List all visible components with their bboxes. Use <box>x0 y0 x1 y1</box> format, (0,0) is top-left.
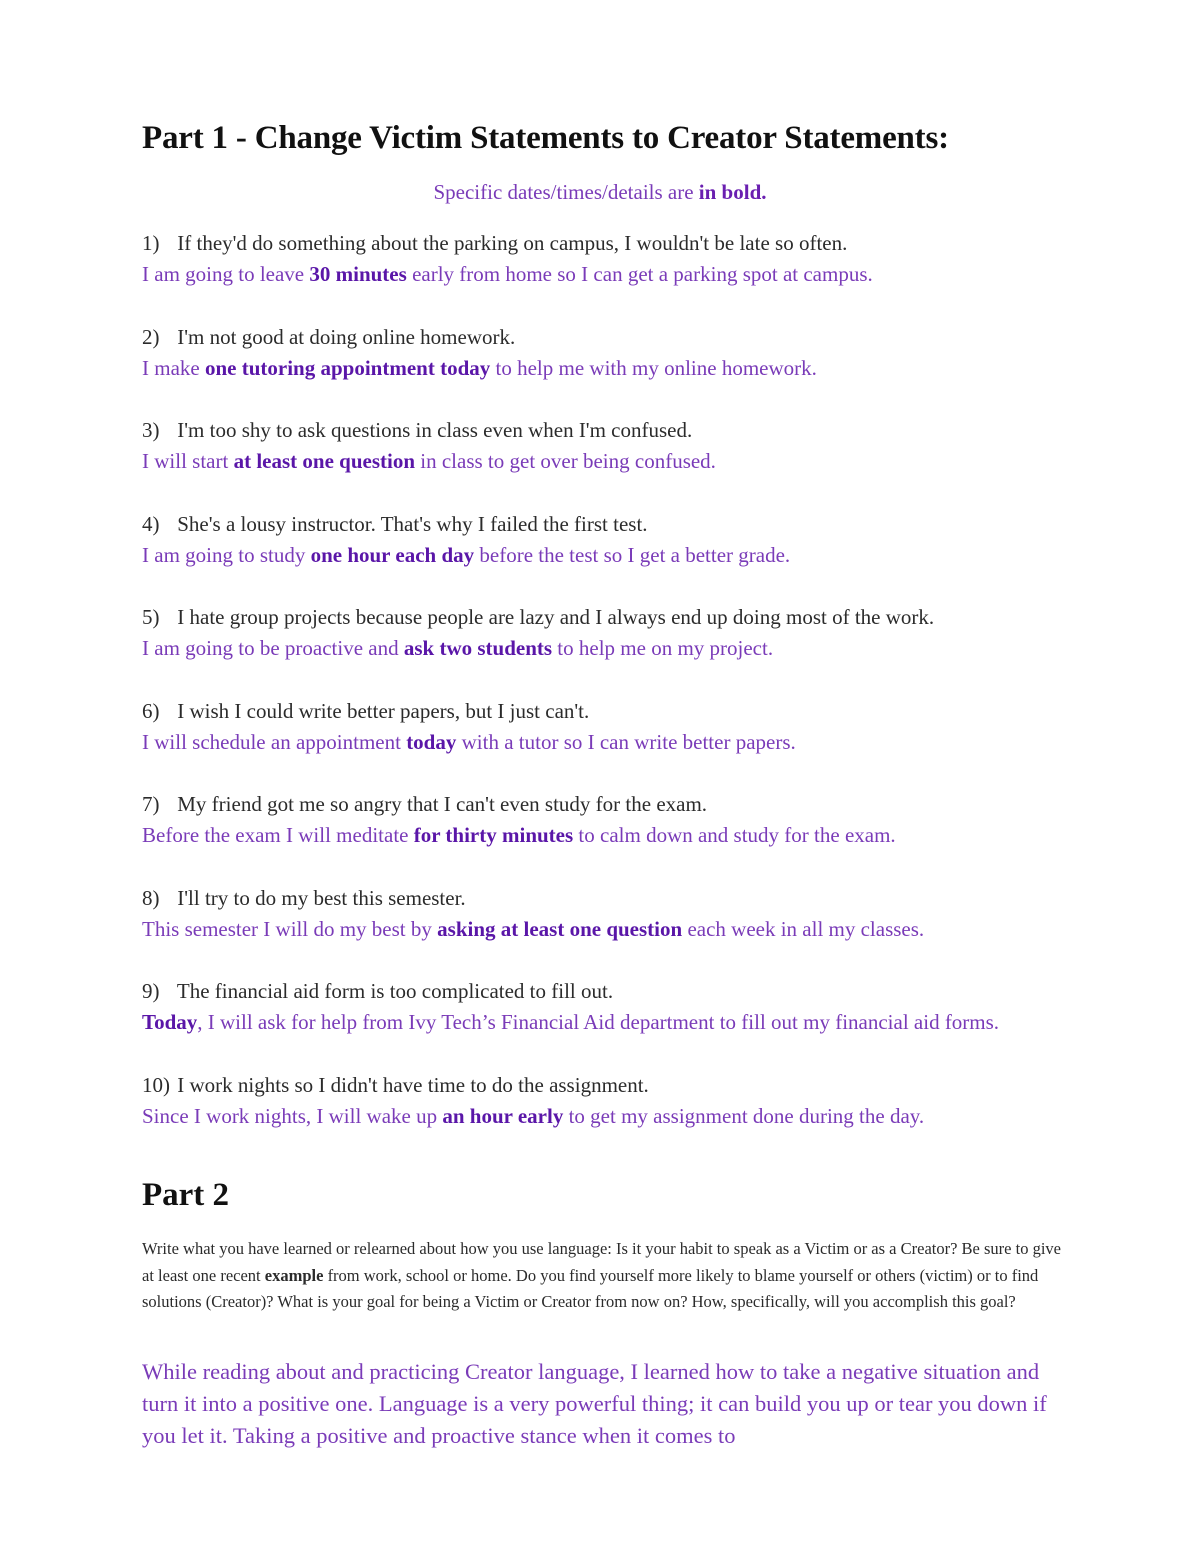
item-number: 1) <box>142 231 160 255</box>
creator-detail-bold: at least one question <box>233 449 416 473</box>
creator-text: with a tutor so I can write better papers. <box>456 729 796 754</box>
creator-statement <box>142 1101 1072 1132</box>
statement-item <box>142 696 1072 758</box>
item-number: 4) <box>142 511 160 536</box>
victim-text: I work nights so I didn't have time to do the assignment. <box>177 1072 649 1097</box>
subtitle-prefix: Specific dates/times/details are <box>433 180 699 204</box>
creator-text: Before the exam I will meditate <box>142 823 414 847</box>
statement-item <box>142 789 1072 851</box>
creator-text: each week in all my classes. <box>682 916 925 941</box>
creator-text: to help me on my project. <box>552 636 774 660</box>
statement-item <box>142 415 1072 477</box>
victim-statement <box>142 322 1072 353</box>
creator-text: , I will ask for help from Ivy Tech’s Financial Aid department to fill out my financial aid forms. <box>197 1010 1000 1034</box>
victim-statement <box>142 1070 1072 1101</box>
victim-statement <box>142 509 1072 540</box>
creator-statement <box>142 914 1072 945</box>
creator-text: I will schedule an appointment <box>142 729 407 754</box>
creator-text: early from home so I can get a parking spot at campus. <box>406 262 873 286</box>
victim-statement <box>142 602 1072 633</box>
victim-statement <box>142 789 1072 820</box>
item-number: 9) <box>142 979 160 1003</box>
victim-statement <box>142 415 1072 446</box>
item-number: 10) <box>142 1072 170 1097</box>
victim-text: She's a lousy instructor. That's why I failed the first test. <box>177 511 648 536</box>
item-number: 5) <box>142 605 160 629</box>
creator-statement <box>142 446 1072 477</box>
victim-text: I'm too shy to ask questions in class even when I'm confused. <box>177 418 693 442</box>
victim-text: If they'd do something about the parking on campus, I wouldn't be late so often. <box>177 231 848 255</box>
statement-item <box>142 509 1072 571</box>
creator-detail-bold: an hour early <box>442 1103 564 1128</box>
creator-text: This semester I will do my best by <box>142 916 438 941</box>
part1-title: Part 1 - Change Victim Statements to Creator Statements: <box>142 120 949 156</box>
subtitle <box>0 180 1200 205</box>
creator-statement <box>142 633 1072 664</box>
statement-item <box>142 228 1072 290</box>
creator-detail-bold: one tutoring appointment today <box>204 355 491 380</box>
prompt-text-after: from work, school or home. Do you find yourself more likely to blame yourself or others (victim) or to find solutions (Creator)? What is your goal for being a Victim or Creator from now on? How, specifically, will you accomplish this goal? <box>142 1265 1039 1311</box>
victim-text: The financial aid form is too complicated to fill out. <box>176 979 614 1003</box>
creator-statement <box>142 540 1072 571</box>
statement-item <box>142 883 1072 945</box>
creator-detail-bold: today <box>406 729 457 754</box>
item-number: 7) <box>142 792 160 816</box>
prompt-text-before: Write what you have learned or relearned about how you use language: Is it your habit to speak as a Victim or as a Creator? Be sure to give at least one recent <box>142 1239 1061 1285</box>
victim-text: My friend got me so angry that I can't even study for the exam. <box>177 792 708 816</box>
statement-item <box>142 602 1072 664</box>
item-number: 2) <box>142 324 160 349</box>
creator-text: before the test so I get a better grade. <box>474 542 791 567</box>
creator-detail-bold: for thirty minutes <box>413 823 574 847</box>
victim-text: I'm not good at doing online homework. <box>177 324 516 349</box>
creator-detail-bold: Today <box>142 1010 198 1034</box>
item-number: 6) <box>142 698 160 723</box>
prompt-bold: example <box>264 1265 324 1285</box>
creator-statement <box>142 353 1072 384</box>
victim-statement <box>142 976 1072 1007</box>
creator-text: I make <box>142 355 205 380</box>
creator-detail-bold: asking at least one question <box>437 916 683 941</box>
creator-text: to get my assignment done during the day. <box>563 1103 925 1128</box>
creator-detail-bold: one hour each day <box>310 542 475 567</box>
part2-response: While reading about and practicing Creator language, I learned how to take a negative situation and turn it into a positive one. Language is a very powerful thing; it can build you up or tear you down if you let it. Taking a positive and proactive stance when it comes to <box>142 1359 1047 1448</box>
statement-list <box>142 228 1072 1163</box>
creator-text: Since I work nights, I will wake up <box>142 1103 443 1128</box>
victim-statement <box>142 696 1072 727</box>
victim-text: I'll try to do my best this semester. <box>177 885 466 910</box>
creator-detail-bold: ask two students <box>403 636 553 660</box>
statement-item <box>142 322 1072 384</box>
creator-statement <box>142 259 1072 290</box>
victim-statement <box>142 228 1072 259</box>
creator-detail-bold: 30 minutes <box>309 262 407 286</box>
statement-item <box>142 1070 1072 1132</box>
item-number: 3) <box>142 418 160 442</box>
part2-prompt <box>142 1236 1072 1316</box>
item-number: 8) <box>142 885 160 910</box>
creator-text: I will start <box>142 449 234 473</box>
creator-statement <box>142 727 1072 758</box>
creator-text: I am going to study <box>142 542 311 567</box>
victim-statement <box>142 883 1072 914</box>
part2-title: Part 2 <box>142 1177 230 1213</box>
creator-text: I am going to leave <box>142 262 310 286</box>
creator-text: to help me with my online homework. <box>490 355 817 380</box>
subtitle-bold: in bold. <box>698 180 767 204</box>
creator-text: I am going to be proactive and <box>142 636 404 660</box>
creator-text: to calm down and study for the exam. <box>573 823 896 847</box>
creator-statement <box>142 1007 1072 1038</box>
creator-text: in class to get over being confused. <box>415 449 716 473</box>
creator-statement <box>142 820 1072 851</box>
victim-text: I hate group projects because people are lazy and I always end up doing most of the work. <box>177 605 935 629</box>
statement-item <box>142 976 1072 1038</box>
victim-text: I wish I could write better papers, but I just can't. <box>177 698 590 723</box>
